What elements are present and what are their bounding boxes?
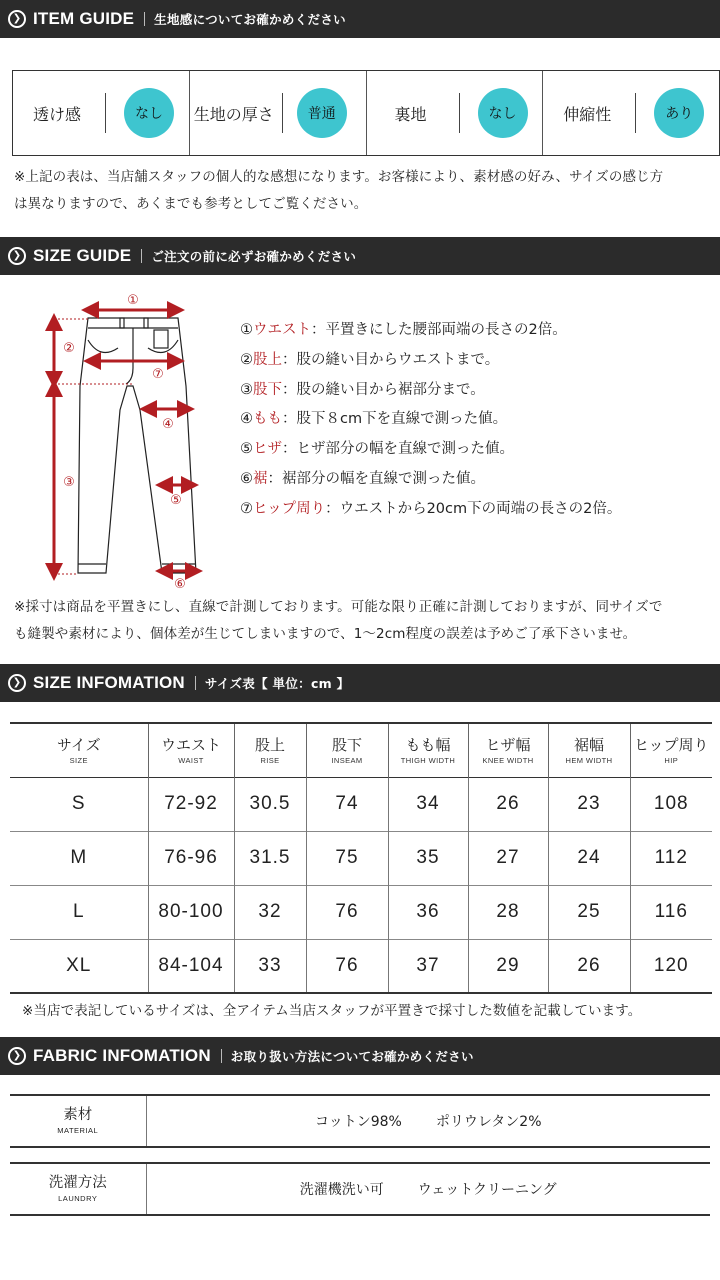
column-header: 股下 INSEAM — [306, 723, 388, 777]
table-cell: 29 — [468, 939, 548, 993]
section-subtitle: サイズ表【 単位：cm 】 — [204, 676, 350, 691]
table-row — [10, 1095, 710, 1147]
table-cell: 74 — [306, 777, 388, 831]
item-stretch — [543, 71, 719, 155]
table-cell: 108 — [630, 777, 712, 831]
marker-thigh: ④ — [162, 417, 174, 432]
column-header: 裾幅 HEM WIDTH — [548, 723, 630, 777]
material-table — [10, 1094, 710, 1148]
item-value-badge: なし — [478, 88, 528, 138]
laundry-table — [10, 1162, 710, 1216]
table-cell: XL — [10, 939, 148, 993]
chevron-right-circle-icon: ❯ — [8, 10, 26, 28]
row-value: 洗濯機洗い可 ウェットクリーニング — [299, 1182, 557, 1198]
legend-item: ①ウエスト：平置きにした腰部両端の長さの2倍。 — [240, 322, 567, 338]
section-subtitle: 生地感についてお確かめください — [154, 12, 346, 27]
column-header: 股上 RISE — [234, 723, 306, 777]
chevron-right-circle-icon: ❯ — [8, 247, 26, 265]
table-cell: 76 — [306, 885, 388, 939]
table-cell: 116 — [630, 885, 712, 939]
legend-item: ②股上：股の縫い目からウエストまで。 — [240, 351, 500, 368]
pants-outline — [78, 318, 196, 573]
table-cell: 37 — [388, 939, 468, 993]
item-guide-header — [0, 0, 720, 38]
size-legend — [240, 316, 621, 525]
column-header: ヒザ幅 KNEE WIDTH — [468, 723, 548, 777]
table-cell: 36 — [388, 885, 468, 939]
table-cell: 76 — [306, 939, 388, 993]
size-guide-header — [0, 237, 720, 275]
table-cell: M — [10, 831, 148, 885]
note-line: は異なりますので、あくまでも参考としてご覧ください。 — [14, 196, 368, 212]
table-cell: 112 — [630, 831, 712, 885]
item-label: 伸縮性 — [563, 104, 612, 124]
table-cell: 30.5 — [234, 777, 306, 831]
size-info-header — [0, 664, 720, 702]
header-divider — [141, 249, 142, 263]
header-divider — [221, 1049, 222, 1063]
legend-item: ⑤ヒザ：ヒザ部分の幅を直線で測った値。 — [240, 441, 514, 458]
row-label: 洗濯方法 LAUNDRY — [10, 1163, 146, 1215]
note-line: ※上記の表は、当店舗スタッフの個人的な感想になります。お客様により、素材感の好み、サイズの感じ方 — [14, 169, 664, 185]
table-row — [10, 831, 712, 885]
table-row — [10, 939, 712, 993]
header-divider — [195, 676, 196, 690]
marker-rise: ② — [63, 341, 75, 356]
column-header: ヒップ周り HIP — [630, 723, 712, 777]
table-cell: 26 — [548, 939, 630, 993]
legend-item: ⑥裾：裾部分の幅を直線で測った値。 — [240, 470, 485, 487]
item-value-badge: 普通 — [297, 88, 347, 138]
marker-hip: ⑦ — [152, 367, 164, 382]
table-cell: 27 — [468, 831, 548, 885]
table-cell: 72-92 — [148, 777, 234, 831]
table-cell: 26 — [468, 777, 548, 831]
table-row — [10, 777, 712, 831]
table-row — [10, 1163, 710, 1215]
table-cell: 76-96 — [148, 831, 234, 885]
table-cell: 28 — [468, 885, 548, 939]
table-cell: 120 — [630, 939, 712, 993]
table-cell: 24 — [548, 831, 630, 885]
table-cell: 23 — [548, 777, 630, 831]
table-cell: 75 — [306, 831, 388, 885]
section-subtitle: ご注文の前に必ずお確かめください — [151, 249, 357, 264]
size-table — [10, 722, 712, 994]
item-value-badge: なし — [124, 88, 174, 138]
item-lining — [367, 71, 544, 155]
item-thickness — [190, 71, 367, 155]
divider — [635, 93, 636, 133]
chevron-right-circle-icon: ❯ — [8, 674, 26, 692]
table-cell: 84-104 — [148, 939, 234, 993]
section-subtitle: お取り扱い方法についてお確かめください — [230, 1049, 474, 1064]
table-cell: S — [71, 793, 86, 814]
table-cell: L — [10, 885, 148, 939]
legend-item: ④もも：股下８cm下を直線で測った値。 — [240, 411, 508, 428]
item-sheer — [13, 71, 190, 155]
item-value-badge: あり — [654, 88, 704, 138]
row-label: 素材 MATERIAL — [10, 1095, 146, 1147]
note-line: ※採寸は商品を平置きにし、直線で計測しております。可能な限り正確に計測しておりますが、同サイズで — [14, 599, 663, 615]
item-label: 透け感 — [32, 104, 81, 124]
header-divider — [144, 12, 145, 26]
column-header: ウエスト WAIST — [148, 723, 234, 777]
table-cell: 34 — [388, 777, 468, 831]
table-cell: 33 — [234, 939, 306, 993]
column-header: もも幅 THIGH WIDTH — [388, 723, 468, 777]
table-header-row — [10, 723, 712, 777]
table-cell: 25 — [548, 885, 630, 939]
section-title: SIZE GUIDE — [33, 246, 132, 265]
divider — [105, 93, 106, 133]
legend-item: ③股下：股の縫い目から裾部分まで。 — [240, 381, 485, 398]
note-line: も縫製や素材により、個体差が生じてしまいますので、1〜2cm程度の誤差は予めご了承下さいませ。 — [14, 626, 637, 642]
size-guide-note — [14, 594, 662, 648]
table-cell: 31.5 — [234, 831, 306, 885]
item-label: 生地の厚さ — [193, 104, 274, 124]
row-value: コットン98% ポリウレタン2% — [315, 1114, 542, 1130]
item-guide-note — [14, 164, 663, 218]
marker-inseam: ③ — [63, 475, 75, 490]
fabric-info-header — [0, 1037, 720, 1075]
column-header: サイズ SIZE — [10, 723, 148, 777]
chevron-right-circle-icon: ❯ — [8, 1047, 26, 1065]
divider — [282, 93, 283, 133]
divider — [459, 93, 460, 133]
table-cell: 35 — [388, 831, 468, 885]
section-title: SIZE INFOMATION — [33, 673, 185, 692]
table-cell: 80-100 — [148, 885, 234, 939]
marker-waist: ① — [127, 293, 139, 308]
legend-item: ⑦ヒップ周り：ウエストから20cm下の両端の長さの2倍。 — [240, 500, 622, 517]
marker-hem: ⑥ — [174, 577, 186, 592]
table-cell: 32 — [234, 885, 306, 939]
size-table-note: ※当店で表記しているサイズは、全アイテム当店スタッフが平置きで採寸した数値を記載しています。 — [22, 1003, 642, 1019]
section-title: ITEM GUIDE — [33, 9, 135, 28]
pants-diagram — [40, 288, 215, 594]
section-title: FABRIC INFOMATION — [33, 1046, 211, 1065]
item-label: 裏地 — [394, 104, 427, 124]
table-row — [10, 885, 712, 939]
marker-knee: ⑤ — [170, 493, 182, 508]
item-guide-box — [12, 70, 720, 156]
